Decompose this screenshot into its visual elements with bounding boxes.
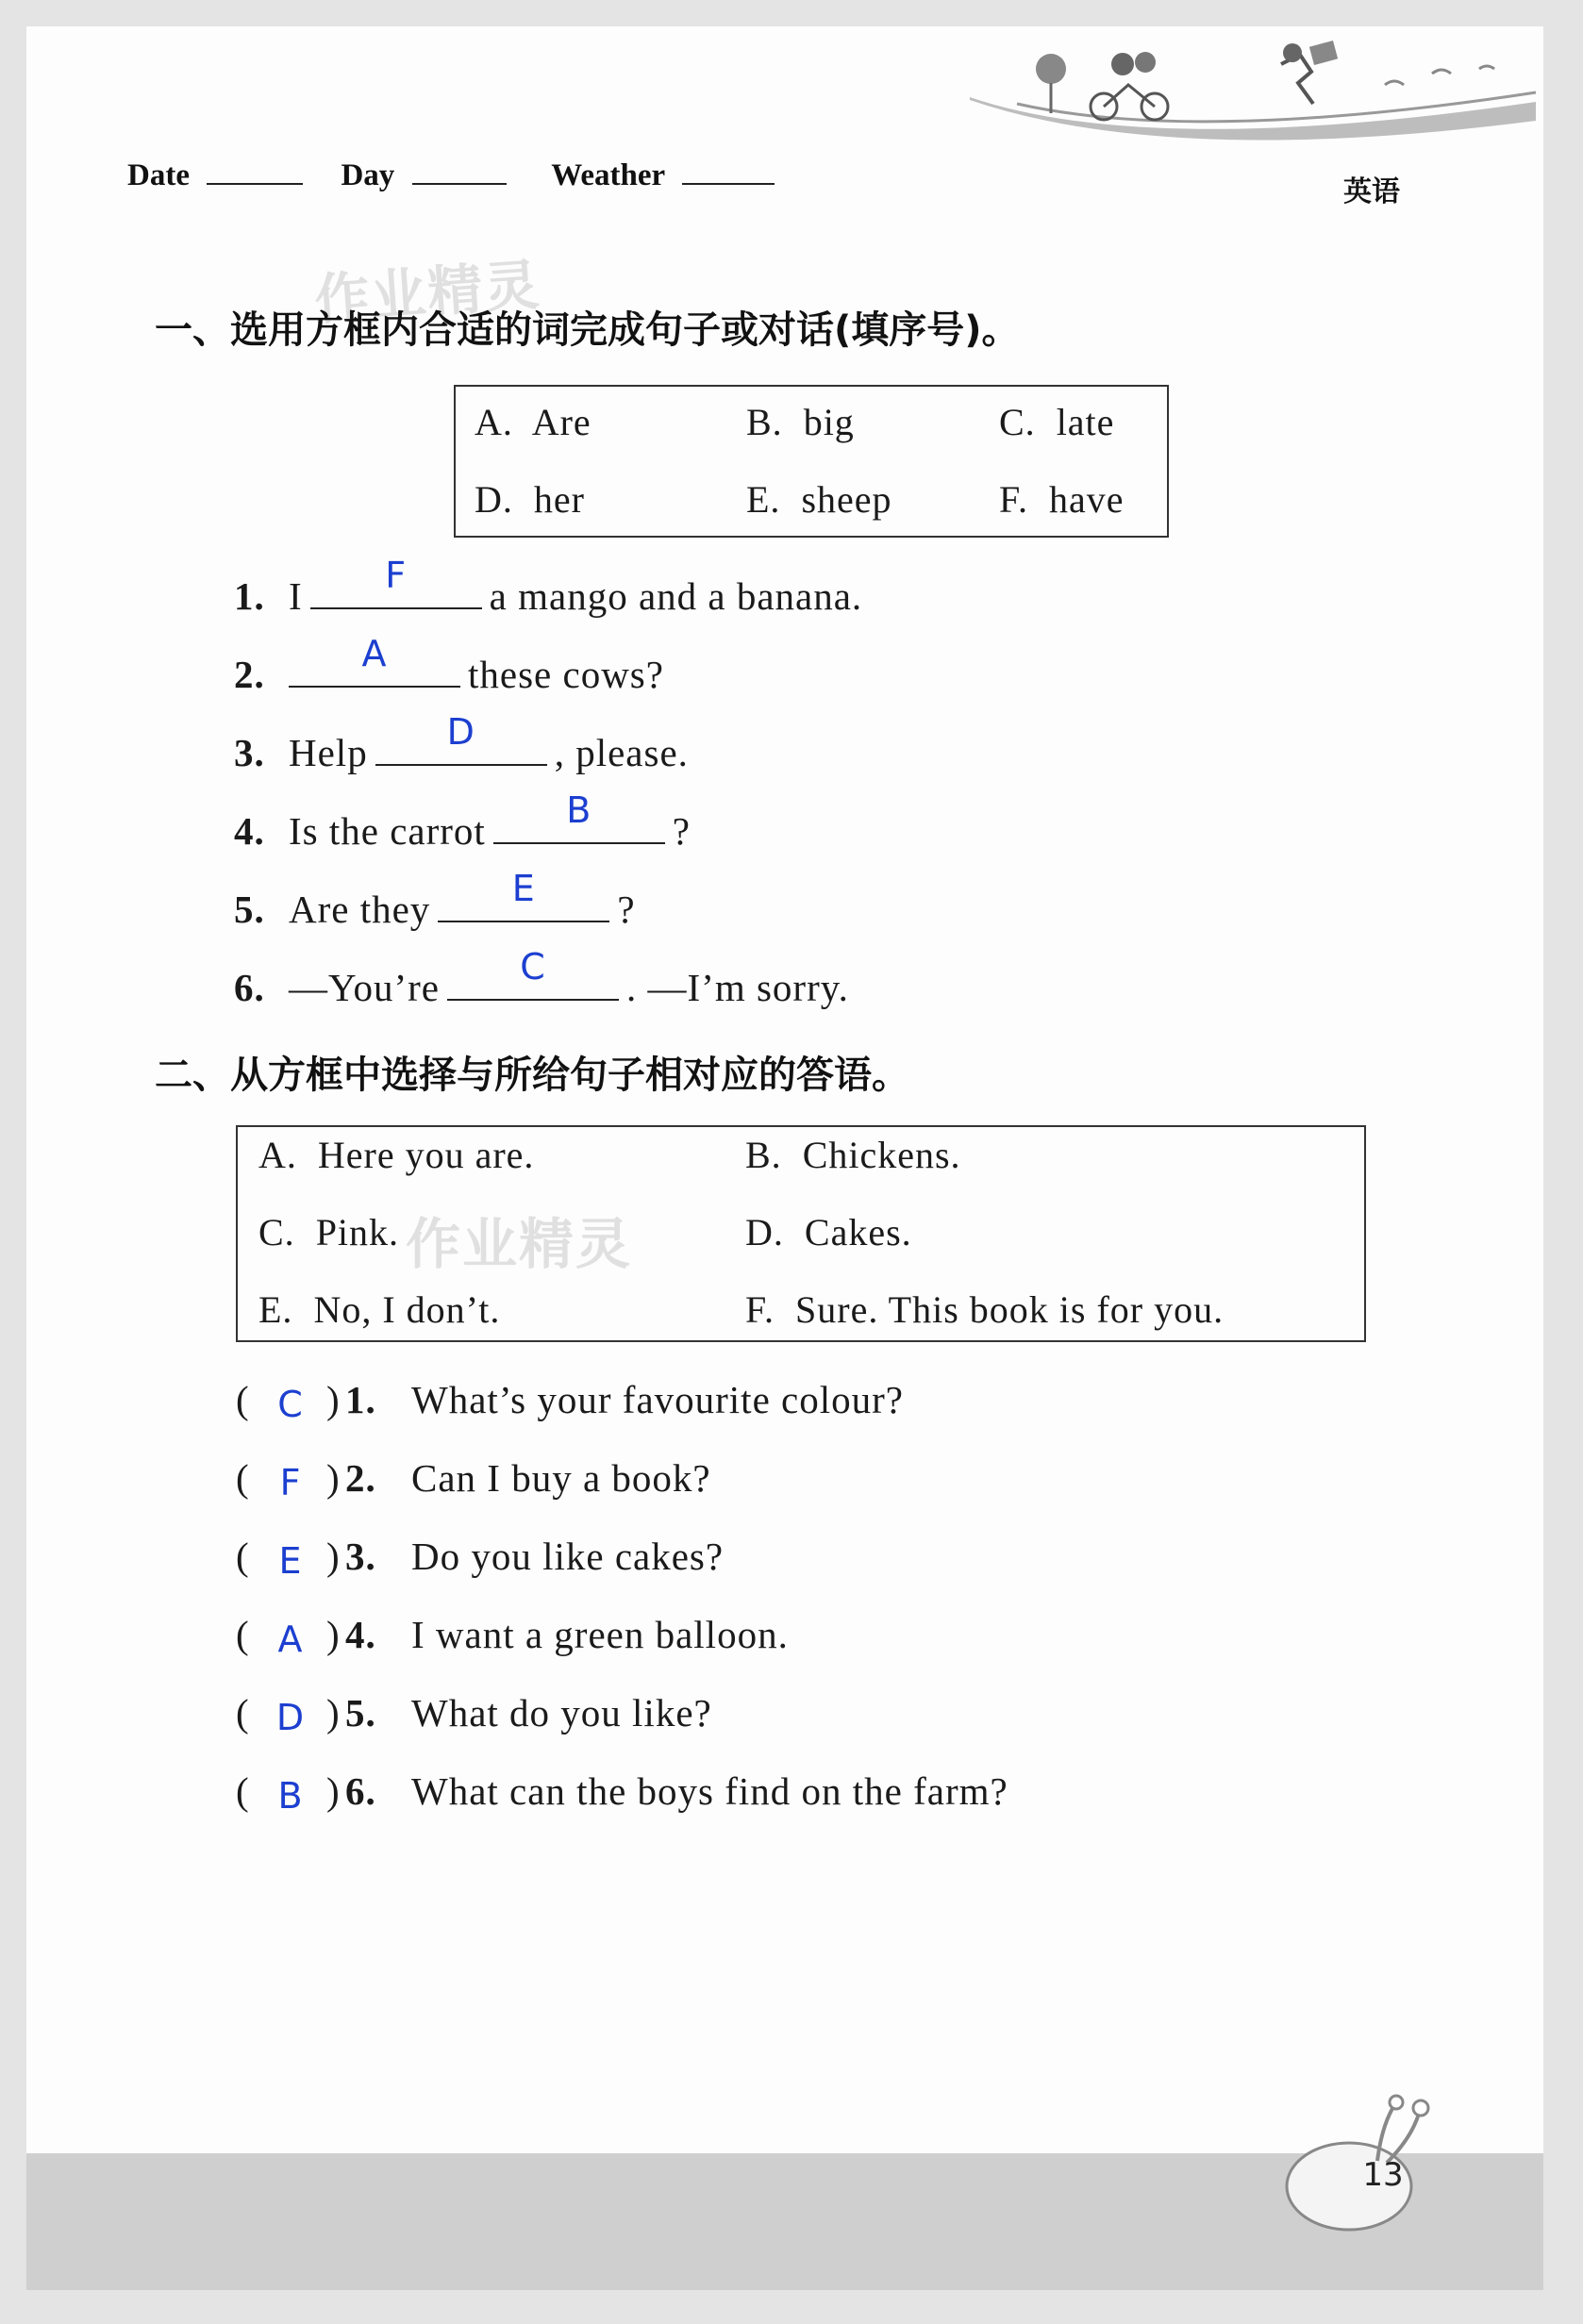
- section2-question-1: ( C ) 1. What’s your favourite colour?: [236, 1378, 904, 1425]
- answer-option-a: A. Here you are.: [258, 1134, 535, 1176]
- running-child-icon: [1281, 55, 1313, 104]
- section2-title: 二、从方框中选择与所给句子相对应的答语。: [155, 1054, 909, 1097]
- section1-question-4: 4. Is the carrot B ?: [234, 789, 691, 853]
- answer-option-c: C. Pink.: [258, 1211, 400, 1253]
- flower-icon: [1036, 54, 1066, 84]
- word-option-e: E. sheep: [746, 478, 892, 521]
- day-blank[interactable]: [412, 157, 507, 185]
- word-option-d: D. her: [475, 478, 585, 521]
- worksheet-page: [26, 26, 1543, 2290]
- day-label: Day: [341, 158, 395, 192]
- word-option-f: F. have: [999, 478, 1125, 521]
- answer-option-d: D. Cakes.: [745, 1211, 912, 1253]
- answer-slot-5[interactable]: D: [275, 1697, 306, 1738]
- section2-answer-box: [236, 1125, 1366, 1342]
- answer-blank-5[interactable]: E: [438, 887, 609, 922]
- answer-option-f: F. Sure. This book is for you.: [745, 1288, 1225, 1331]
- date-label: Date: [127, 158, 190, 192]
- weather-label: Weather: [551, 158, 665, 192]
- section2-question-2: ( F ) 2. Can I buy a book?: [236, 1456, 711, 1503]
- answer-slot-4[interactable]: A: [277, 1618, 304, 1660]
- section1-word-box: [454, 385, 1169, 538]
- section1-question-1: 1. I F a mango and a banana.: [234, 555, 863, 618]
- page-number: 13: [1362, 2156, 1404, 2194]
- section2-question-3: ( E ) 3. Do you like cakes?: [236, 1535, 725, 1582]
- section1-title: 一、选用方框内合适的词完成句子或对话(填序号)。: [155, 308, 1020, 352]
- watermark-middle: 作业精灵: [406, 1212, 633, 1276]
- section1-question-5: 5. Are they E ?: [234, 868, 636, 931]
- answer-blank-4[interactable]: B: [493, 808, 665, 844]
- word-option-a: A. Are: [475, 401, 592, 443]
- date-blank[interactable]: [207, 157, 303, 185]
- weather-blank[interactable]: [682, 157, 775, 185]
- answer-blank-6[interactable]: C: [447, 965, 619, 1001]
- answer-option-b: B. Chickens.: [745, 1134, 961, 1176]
- child-head-icon: [1111, 53, 1134, 75]
- answer-option-e: E. No, I don’t.: [258, 1288, 501, 1331]
- answer-slot-6[interactable]: B: [277, 1775, 304, 1817]
- section1-question-6: 6. —You’re C . —I’m sorry.: [234, 946, 849, 1009]
- answer-slot-1[interactable]: C: [277, 1384, 304, 1425]
- word-option-c: C. late: [999, 401, 1115, 443]
- answer-slot-2[interactable]: F: [279, 1462, 302, 1503]
- answer-blank-1[interactable]: F: [310, 573, 482, 609]
- watermark-top: 作业精灵: [312, 252, 543, 333]
- answer-slot-3[interactable]: E: [278, 1540, 303, 1582]
- section1-question-2: 2. A these cows?: [234, 633, 664, 696]
- section2-question-6: ( B ) 6. What can the boys find on the farm?: [236, 1769, 1008, 1817]
- section2-question-5: ( D ) 5. What do you like?: [236, 1691, 712, 1738]
- section2-question-4: ( A ) 4. I want a green balloon.: [236, 1613, 789, 1660]
- section1-question-3: 3. Help D , please.: [234, 711, 689, 774]
- date-day-weather-line: [127, 157, 775, 193]
- answer-blank-3[interactable]: D: [375, 730, 547, 766]
- answer-blank-2[interactable]: A: [289, 652, 460, 688]
- word-option-b: B. big: [746, 401, 855, 443]
- header-illustration: [960, 26, 1543, 149]
- subject-label: 英语: [1343, 175, 1400, 208]
